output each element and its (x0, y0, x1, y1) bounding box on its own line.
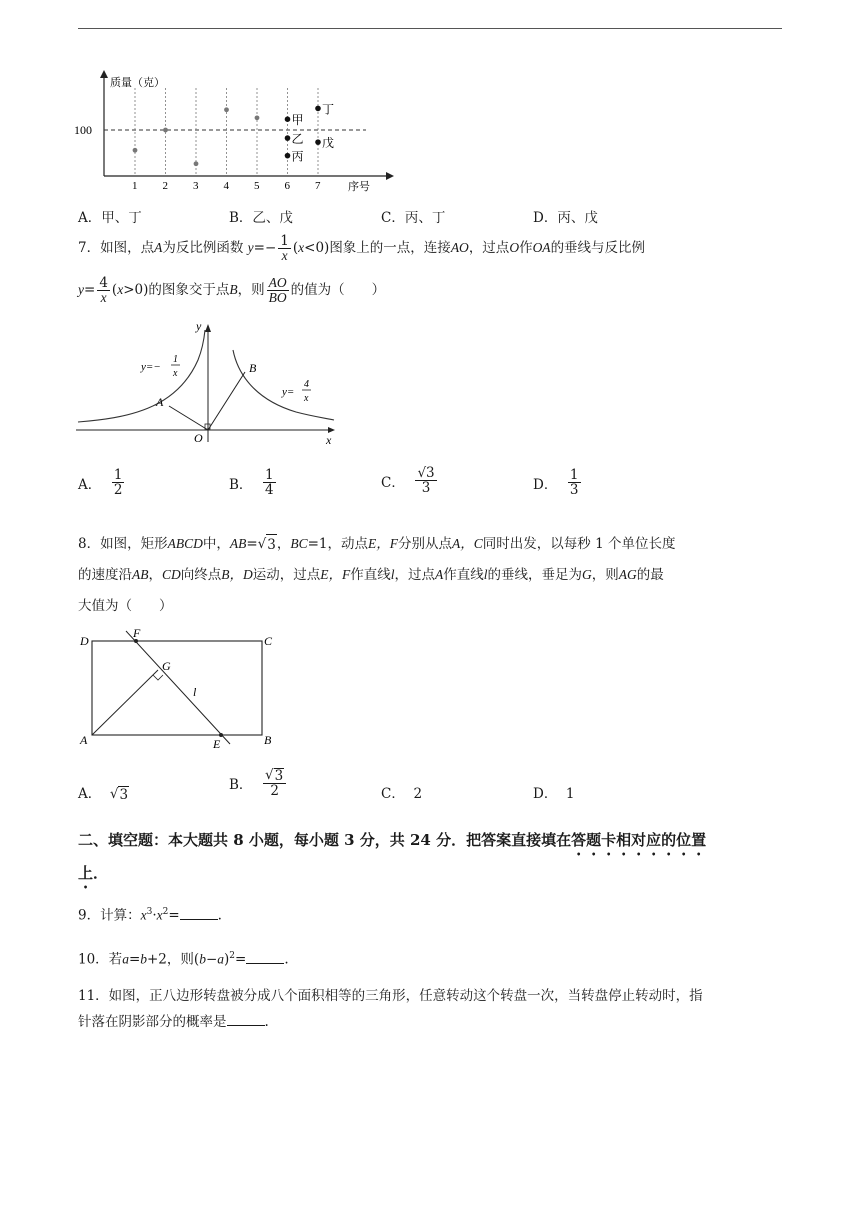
mass-scatter-chart (76, 68, 396, 198)
q8-option-b: B． √ 3 2 (229, 768, 288, 798)
x-tick-label: 1 (132, 180, 138, 192)
x-axis-arrow (386, 172, 394, 180)
y-axis-arrow (100, 70, 108, 78)
svg-text:x: x (304, 393, 309, 404)
q6-option-a: A．甲、丁 (78, 210, 142, 226)
line-l (126, 631, 230, 744)
right-angle-mark (153, 675, 163, 680)
y-axis-label: 质量（克） (110, 77, 165, 89)
point-label: 丙 (291, 149, 304, 164)
q8-option-d: D． 1 (533, 786, 575, 802)
segment-AO (169, 406, 208, 430)
x-label: x (326, 433, 332, 447)
y-label: y (196, 319, 202, 333)
q11-line2: 针落在阴影部分的概率是 . (78, 1014, 269, 1030)
svg-text:l: l (193, 685, 197, 699)
data-point (285, 153, 291, 159)
q8-stem-line1: 8．如图，矩形ABCD中，AB=√ 3 ，BC=1，动点E，F分别从点A，C同时出发，以每秒 1 个单位长度 (78, 536, 676, 553)
q7-option-b: B． $\frac{1}{4}$ (229, 467, 274, 499)
data-point (285, 135, 291, 141)
curve2-label: y= (282, 386, 295, 398)
q8-stem-line2: 的速度沿AB，CD向终点B，D运动，过点E，F作直线l，过点A作直线l的垂线，垂足为G，则AG的最 (78, 567, 664, 583)
q7-option-d: D． $\frac{1}{3}$ (533, 467, 579, 499)
q7-option-c: C． $\frac{√3}{3}$ (381, 465, 435, 497)
point-A-label: A (156, 395, 164, 409)
svg-text:1: 1 (173, 354, 178, 365)
data-point (224, 107, 229, 112)
svg-text:E: E (213, 737, 221, 751)
point-label: 甲 (291, 113, 304, 128)
data-point (133, 148, 138, 153)
point-label: 丁 (322, 102, 335, 117)
x-tick-label: 5 (254, 180, 260, 192)
point-label: 戊 (322, 136, 335, 151)
ref-tick-label: 100 (74, 123, 92, 137)
svg-text:B: B (264, 733, 272, 747)
segment-BO (208, 372, 245, 430)
svg-text:A: A (80, 733, 88, 747)
svg-text:4: 4 (304, 379, 309, 390)
q6-option-c: C．丙、丁 (381, 210, 446, 226)
rectangle-figure (76, 626, 282, 750)
header-rule (78, 28, 782, 29)
q10-question: 10．若a=b+2，则$(b-a)^2=$ . (78, 951, 289, 968)
point-label: 乙 (291, 132, 304, 147)
q7-stem-line2: y= $\frac{4}{x}$ (x>0)的图象交于点B，则 $\frac{AO}{BO}$ 的值为（ ） (78, 275, 386, 306)
svg-text:x: x (173, 368, 178, 379)
svg-text:F: F (133, 626, 141, 640)
x-tick-label: 6 (284, 180, 290, 192)
svg-text:C: C (264, 634, 273, 648)
segment-AG (92, 670, 158, 735)
q6-option-d: D．丙、戊 (533, 210, 598, 226)
data-point (315, 106, 321, 112)
q8-stem-line3: 大值为（ ） (78, 598, 173, 614)
section2-heading: 二、填空题：本大题共 8 小题，每小题 3 分，共 24 分．把答案直接填在答题卡相对应的位置 上． (78, 831, 707, 882)
q10-answer-blank[interactable] (246, 951, 284, 964)
x-tick-label: 3 (193, 180, 199, 192)
q9-answer-blank[interactable] (180, 907, 218, 920)
rectangle-ABCD (92, 641, 262, 735)
point-B-label: B (249, 361, 257, 375)
q8-option-c: C． 2 (381, 786, 423, 802)
data-point (163, 128, 168, 133)
svg-text:D: D (80, 634, 89, 648)
x-tick-label: 7 (315, 180, 321, 192)
hyperbola-figure (76, 320, 340, 446)
q6-option-b: B．乙、戊 (229, 210, 293, 226)
curve1-label: y=− (141, 361, 161, 373)
data-point (315, 139, 321, 145)
x-tick-label: 4 (223, 180, 229, 192)
data-point (194, 161, 199, 166)
origin-label: O (194, 431, 203, 445)
data-point (255, 115, 260, 120)
x-axis-label: 序号 (348, 181, 370, 193)
data-point (285, 116, 291, 122)
q7-stem-line1: 7．如图，点A为反比例函数 y=− $\frac{1}{x}$ (x<0)图象上的一点，连接AO，过点O作OA的垂线与反比例 (78, 233, 646, 264)
q8-option-a: A． √ 3 (78, 786, 129, 803)
curve-neg-1-over-x (78, 330, 205, 422)
svg-text:G: G (162, 659, 171, 673)
q11-answer-blank[interactable] (227, 1013, 265, 1026)
q11-line1: 11．如图，正八边形转盘被分成八个面积相等的三角形，任意转动这个转盘一次，当转盘停止转动时，指 (78, 988, 703, 1004)
q9-question: 9．计算：$x^3\cdot x^2=$ . (78, 907, 222, 924)
x-tick-label: 2 (162, 180, 168, 192)
q7-option-a: A． $\frac{1}{2}$ (78, 467, 123, 499)
